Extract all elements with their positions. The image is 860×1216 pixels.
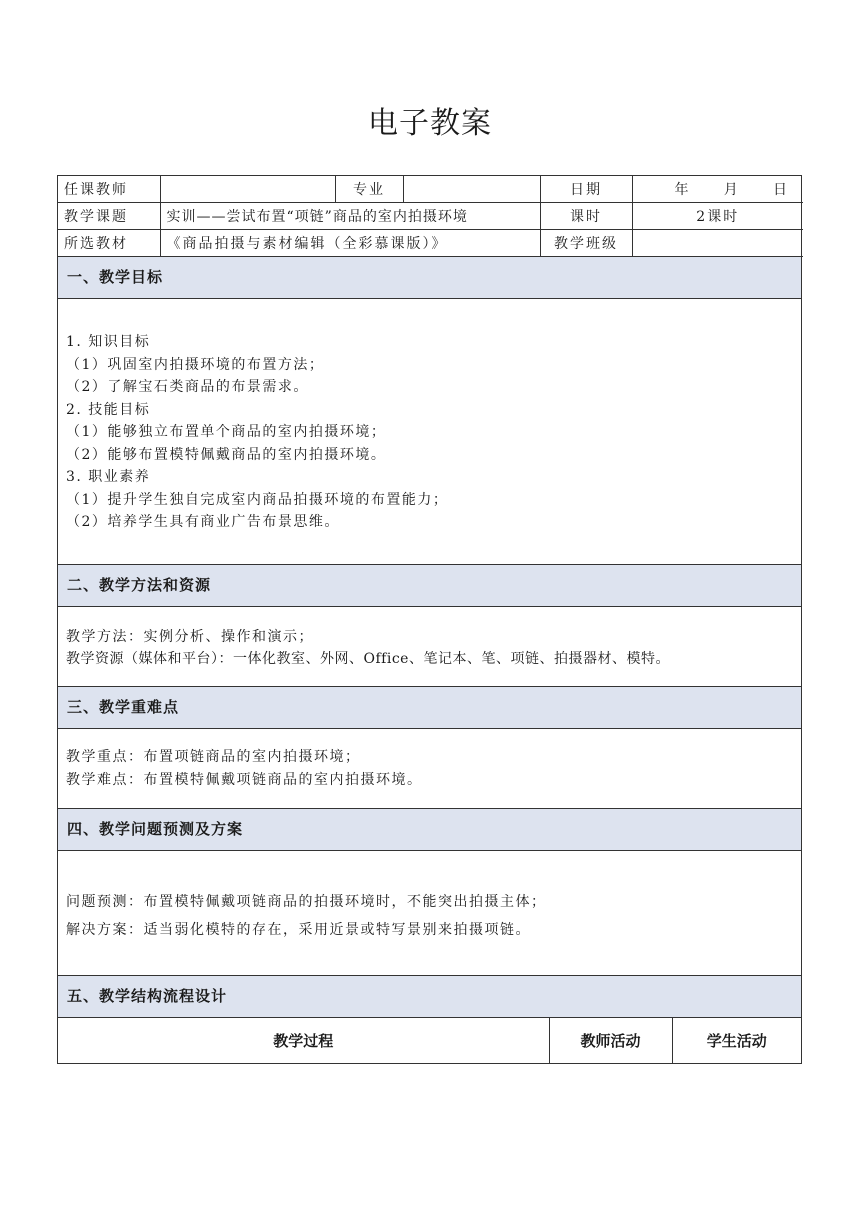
objectives-line: （1）提升学生独自完成室内商品拍摄环境的布置能力； — [66, 491, 449, 508]
date-value[interactable] — [632, 176, 803, 203]
objectives-line: （2）了解宝石类商品的布景需求。 — [66, 379, 309, 395]
objectives-line: 1. 知识目标 — [66, 334, 151, 350]
major-value[interactable] — [403, 176, 540, 203]
problems-line: 解决方案：适当弱化模特的存在，采用近景或特写景别来拍摄项链。 — [66, 922, 531, 938]
methods-line: 教学方法：实例分析、操作和演示； — [66, 629, 314, 645]
topic-value: 实训——尝试布置“项链”商品的室内拍摄环境 — [160, 203, 540, 230]
methods-line: 教学资源（媒体和平台）：一体化教室、外网、Office、笔记本、笔、项链、拍摄器材、模特。 — [66, 651, 670, 667]
info-table — [58, 176, 803, 257]
class-label: 教学班级 — [540, 230, 632, 257]
objectives-line: （1）能够独立布置单个商品的室内拍摄环境； — [66, 424, 387, 440]
problems-heading: 四、教学问题预测及方案 — [58, 809, 801, 851]
objectives-line: 3. 职业素养 — [66, 469, 151, 485]
teacher-label: 任课教师 — [58, 176, 160, 203]
class-value[interactable] — [632, 230, 803, 257]
date-label: 日期 — [540, 176, 632, 203]
objectives-heading: 一、教学目标 — [58, 257, 801, 299]
objectives-line: （1）巩固室内拍摄环境的布置方法； — [66, 356, 325, 373]
date-day: 日 — [773, 182, 789, 198]
flow-col-student: 学生活动 — [706, 1032, 767, 1050]
keypoints-body — [58, 729, 801, 809]
keypoints-heading: 三、教学重难点 — [58, 687, 801, 729]
hours-value: 2课时 — [632, 203, 803, 230]
objectives-body — [58, 299, 801, 565]
methods-heading: 二、教学方法和资源 — [58, 565, 801, 607]
topic-label: 教学课题 — [58, 203, 160, 230]
date-year: 年 — [674, 182, 691, 198]
textbook-label: 所选教材 — [58, 230, 160, 257]
problems-line: 问题预测：布置模特佩戴项链商品的拍摄环境时，不能突出拍摄主体； — [66, 894, 547, 910]
hours-label: 课时 — [540, 203, 632, 230]
problems-body — [58, 851, 801, 976]
objectives-line: 2. 技能目标 — [66, 401, 151, 418]
methods-body — [58, 607, 801, 687]
flow-col-process: 教学过程 — [58, 1018, 549, 1063]
objectives-line: （2）能够布置模特佩戴商品的室内拍摄环境。 — [66, 446, 387, 463]
objectives-line: （2）培养学生具有商业广告布景思维。 — [66, 514, 340, 530]
keypoints-line: 教学难点：布置模特佩戴项链商品的室内拍摄环境。 — [66, 772, 423, 788]
textbook-value: 《商品拍摄与素材编辑（全彩慕课版）》 — [160, 230, 540, 257]
major-label: 专业 — [335, 176, 403, 203]
date-month: 月 — [723, 182, 740, 198]
keypoints-line: 教学重点：布置项链商品的室内拍摄环境； — [66, 749, 361, 765]
flow-heading: 五、教学结构流程设计 — [58, 976, 801, 1018]
flow-col-teacher: 教师活动 — [549, 1018, 672, 1063]
teacher-value[interactable] — [160, 176, 335, 203]
document-title: 电子教案 — [368, 106, 492, 141]
lesson-plan-table — [57, 175, 802, 1064]
flow-table-header — [58, 1018, 801, 1063]
